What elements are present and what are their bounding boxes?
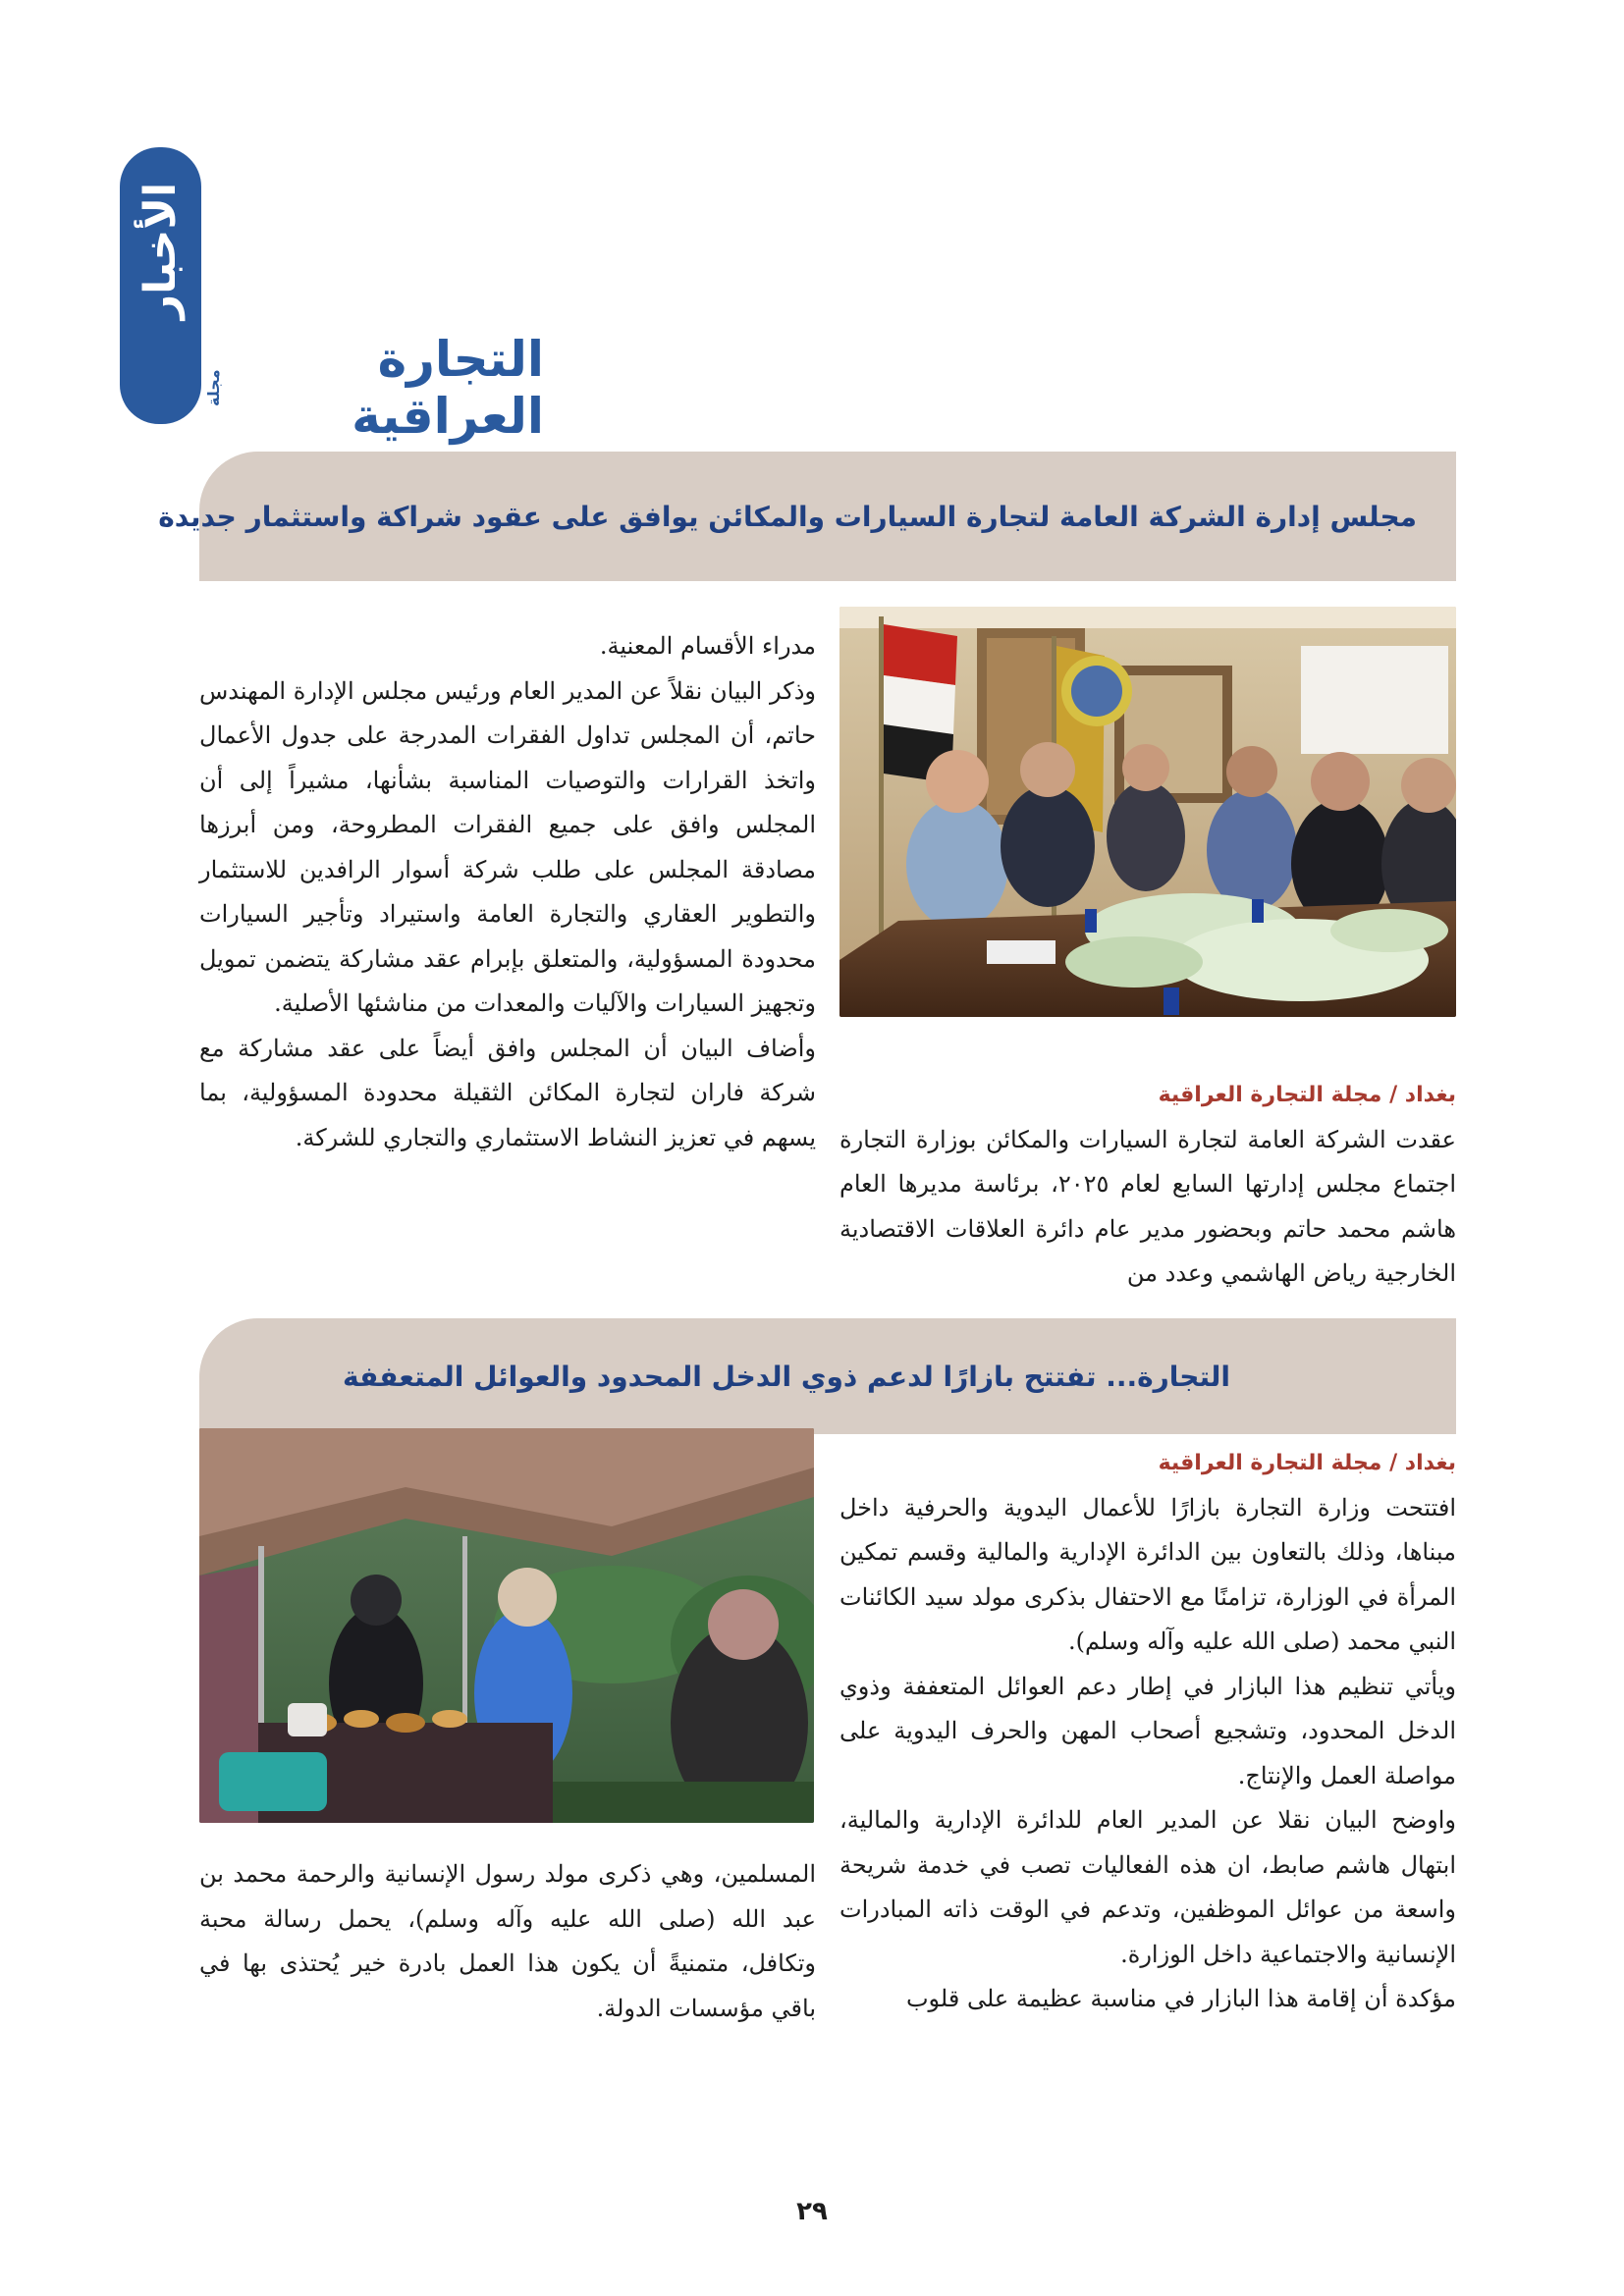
- logo-main-text: التجارة العراقية: [352, 331, 544, 445]
- article-1-intro: عقدت الشركة العامة لتجارة السيارات والمكائن بوزارة التجارة اجتماع مجلس إدارتها السابع لعام ٢٠٢٥، برئاسة مديرها العام هاشم محمد حاتم وبحضور مدير عام دائرة العلاقات الاقتصادية الخارجية رياض الهاشمي وعدد من: [839, 1125, 1456, 1287]
- meeting-photo: [839, 607, 1456, 1017]
- article-1-byline: بغداد / مجلة التجارة العراقية: [1158, 1083, 1456, 1107]
- logo-sub-text: مجلة: [204, 369, 223, 406]
- article-1-column-right: [839, 1073, 1456, 1297]
- article-2-title: التجارة... تفتتح بازارًا لدعم ذوي الدخل المحدود والعوائل المتعففة: [343, 1360, 1230, 1393]
- article-1-paragraph-2: وذكر البيان نقلاً عن المدير العام ورئيس مجلس الإدارة المهندس حاتم، أن المجلس تداول الفقرات المدرجة على جدول الأعمال واتخذ القرارات والتوصيات المناسبة بشأنها، مشيراً إلى أن المجلس وافق على جميع الفقرات المطروحة، ومن أبرزها مصادقة المجلس على طلب شركة أسوار الرافدين للاستثمار والتطوير العقاري والتجارة العامة واستيراد وتأجير السيارات محدودة المسؤولية، والمتعلق بإبرام عقد مشاركة يتضمن تمويل وتجهيز السيارات والآليات والمعدات من مناشئها الأصلية.: [199, 676, 816, 1017]
- magazine-logo: [204, 331, 544, 445]
- article-2-column-right: [839, 1441, 1456, 2022]
- article-2-column-left: [199, 1852, 816, 2031]
- article-2-paragraph-4-start: مؤكدة أن إقامة هذا البازار في مناسبة عظيمة على قلوب: [905, 1985, 1456, 2012]
- article-2-paragraph-2: ويأتي تنظيم هذا البازار في إطار دعم العوائل المتعففة وذوي الدخل المحدود، وتشجيع أصحاب المهن والحرف اليدوية على مواصلة العمل والإنتاج.: [839, 1672, 1456, 1789]
- article-1-column-left: [199, 624, 816, 1160]
- bazaar-photo: [199, 1428, 814, 1823]
- article-2-byline: بغداد / مجلة التجارة العراقية: [1158, 1451, 1456, 1475]
- article-2-banner: [199, 1318, 1456, 1434]
- section-tab-label: [120, 147, 201, 353]
- article-1-continuation-lead: مدراء الأقسام المعنية.: [599, 632, 816, 660]
- article-1-title: مجلس إدارة الشركة العامة لتجارة السيارات والمكائن يوافق على عقود شراكة واستثمار جديدة: [158, 500, 1417, 533]
- article-2-paragraph-4-end: المسلمين، وهي ذكرى مولد رسول الإنسانية والرحمة محمد بن عبد الله (صلى الله عليه وآله وسلم)، يحمل رسالة محبة وتكافل، متمنيةً أن يكون هذا العمل بادرة خير يُحتذى بها في باقي مؤسسات الدولة.: [199, 1860, 816, 2022]
- article-1-paragraph-3: وأضاف البيان أن المجلس وافق أيضاً على عقد مشاركة مع شركة فاران لتجارة المكائن الثقيلة محدودة المسؤولية، بما يسهم في تعزيز النشاط الاستثماري والتجاري للشركة.: [199, 1034, 816, 1151]
- article-2-paragraph-1: افتتحت وزارة التجارة بازارًا للأعمال اليدوية والحرفية داخل مبناها، وذلك بالتعاون بين الدائرة الإدارية والمالية وقسم تمكين المرأة في الوزارة، تزامنًا مع الاحتفال بذكرى مولد سيد الكائنات النبي محمد (صلى الله عليه وآله وسلم).: [839, 1493, 1456, 1655]
- section-tab-text: الأخبار: [135, 182, 186, 319]
- article-2-paragraph-3: واوضح البيان نقلا عن المدير العام للدائرة الإدارية والمالية، ابتهال هاشم صابط، ان هذه الفعاليات تصب في خدمة شريحة واسعة من عوائل الموظفين، وتدعم في الوقت ذاته المبادرات الإنسانية والاجتماعية داخل الوزارة.: [839, 1806, 1456, 1968]
- article-1-banner: [158, 452, 1456, 581]
- page-number: ٢٩: [796, 2197, 828, 2226]
